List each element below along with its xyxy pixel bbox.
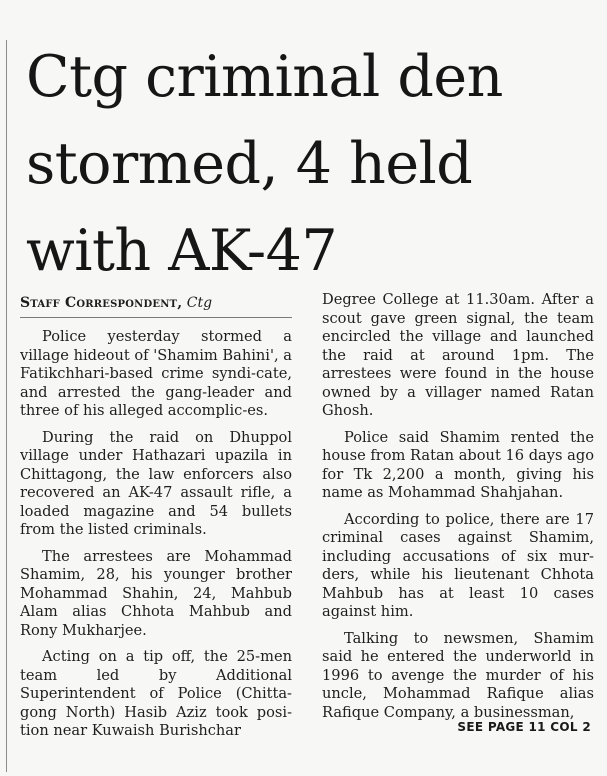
paragraph-7: According to police, there are 17 criminal cases against Shamim, including accusations of six mur-ders, while his lieutenant Chhota Mahbub has at least 10 cases against him. [322, 510, 594, 620]
byline [20, 294, 292, 318]
article-column-left [20, 294, 292, 749]
paragraph-2: During the raid on Dhuppol village under Hathazari upazila in Chittagong, the law enforcers also recovered an AK-47 assault rifle, a loaded magazine and 54 bullets from the listed criminals. [20, 428, 292, 538]
article-column-right [322, 291, 594, 730]
paragraph-3: The arrestees are Mohammad Shamim, 28, his younger brother Mohammad Shahin, 24, Mahbub Alam alias Chhota Mahbub and Rony Mukharjee. [20, 547, 292, 639]
byline-name: Staff Correspondent, [20, 295, 183, 311]
byline-place: Ctg [186, 295, 213, 311]
paragraph-1: Police yesterday stormed a village hideout of 'Shamim Bahini', a Fatikchhari-based crime syndi-cate, and arrested the gang-leader and three of his alleged accomplic-es. [20, 328, 292, 419]
headline-line-2: stormed, 4 held [26, 131, 473, 197]
headline-line-1: Ctg criminal den [26, 44, 503, 110]
headline [26, 34, 596, 295]
paragraph-8: Talking to newsmen, Shamim said he entered the underworld in 1996 to avenge the murder of his uncle, Mohammad Rafique alias Rafique Company, a businessman, [322, 629, 594, 721]
continued-jump-line: SEE PAGE 11 COL 2 [457, 720, 591, 734]
paragraph-5: Degree College at 11.30am. After a scout gave green signal, the team encircled the village and launched the raid at around 1pm. The arrestees were found in the house owned by a villager named Ratan Ghosh. [322, 291, 594, 419]
paragraph-6: Police said Shamim rented the house from Ratan about 16 days ago for Tk 2,200 a month, giving his name as Mohammad Shahjahan. [322, 428, 594, 501]
paragraph-4: Acting on a tip off, the 25-men team led by Additional Superintendent of Police (Chitta-gong North) Hasib Aziz took posi-tion near Kuwaish Burishchar [20, 648, 292, 739]
column-rule [6, 40, 7, 772]
headline-line-3: with AK-47 [26, 218, 338, 284]
